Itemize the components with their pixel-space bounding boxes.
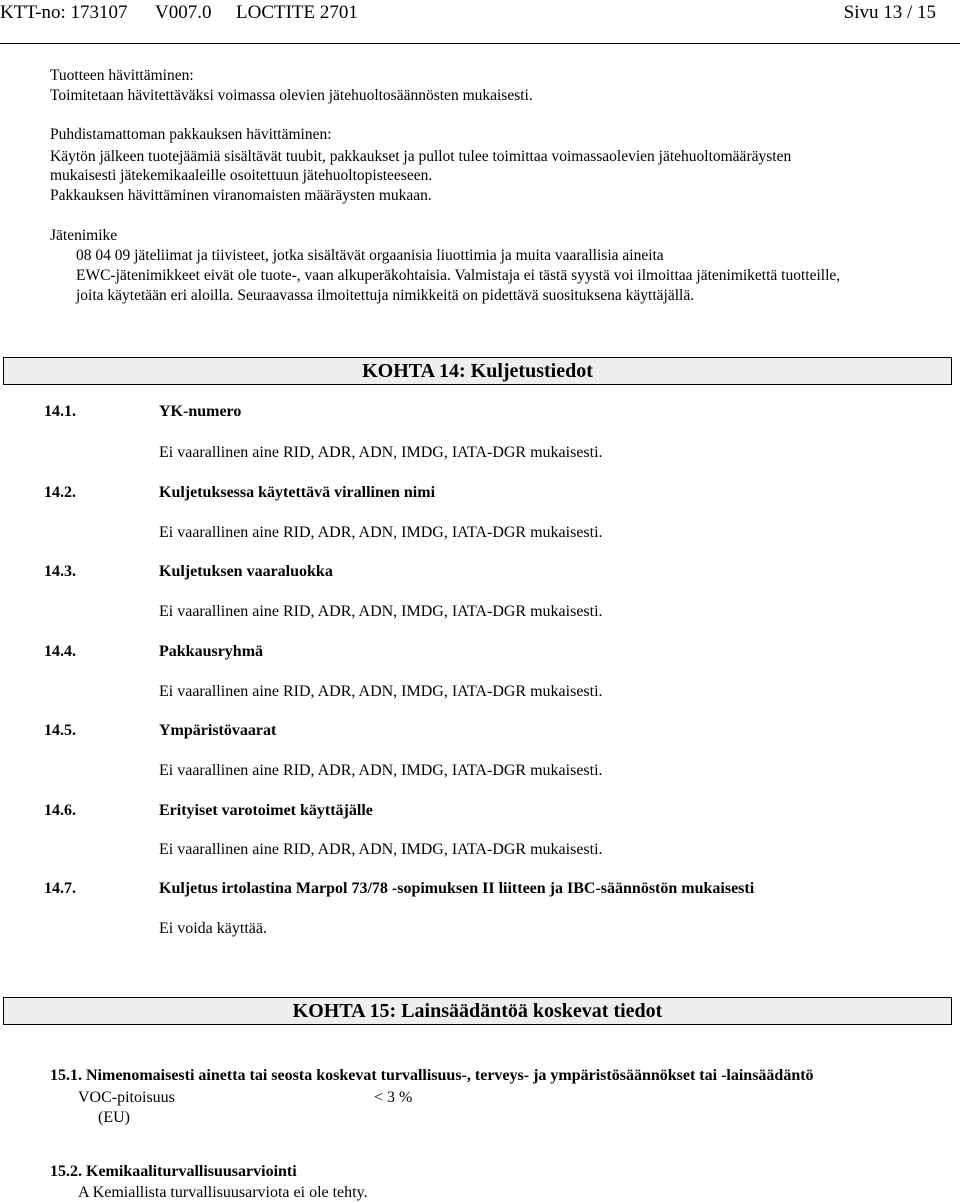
subsection-heading: 15.1. Nimenomaisesti ainetta tai seosta koskevat turvallisuus-, terveys- ja ympäristösäännökset tai -lainsäädäntö [50, 1067, 814, 1084]
header-product: LOCTITE 2701 [236, 2, 358, 23]
header-version: V007.0 [155, 2, 212, 23]
item-number: 14.1. [44, 403, 76, 420]
item-label: Erityiset varotoimet käyttäjälle [159, 802, 373, 819]
section-15-header [3, 997, 952, 1025]
item-label: Kuljetus irtolastina Marpol 73/78 -sopimuksen II liitteen ja IBC-säännöstön mukaisesti [159, 880, 755, 897]
item-number: 14.2. [44, 484, 76, 501]
chemical-safety-text: A Kemiallista turvallisuusarviota ei ole tehty. [78, 1184, 368, 1201]
item-text: Ei vaarallinen aine RID, ADR, ADN, IMDG, IATA-DGR mukaisesti. [159, 524, 603, 541]
section-14-header [3, 357, 952, 385]
subsection-heading: 15.2. Kemikaaliturvallisuusarviointi [50, 1163, 297, 1180]
header-doc-id: KTT-no: 173107 [0, 2, 128, 23]
packaging-disposal-line: Pakkauksen hävittäminen viranomaisten määräysten mukaan. [50, 187, 432, 204]
item-number: 14.7. [44, 880, 76, 897]
packaging-disposal-line: mukaisesti jätekemikaaleille osoitettuun jätehuoltopisteeseen. [50, 167, 433, 184]
item-number: 14.6. [44, 802, 76, 819]
item-label: Ympäristövaarat [159, 722, 277, 739]
item-text: Ei vaarallinen aine RID, ADR, ADN, IMDG, IATA-DGR mukaisesti. [159, 762, 603, 779]
item-number: 14.4. [44, 643, 76, 660]
section-15-title: KOHTA 15: Lainsäädäntöä koskevat tiedot [292, 999, 663, 1022]
item-label: YK-numero [159, 403, 242, 420]
packaging-disposal-heading: Puhdistamattoman pakkauksen hävittäminen: [50, 126, 332, 143]
header-page-number: Sivu 13 / 15 [843, 2, 936, 23]
item-text: Ei vaarallinen aine RID, ADR, ADN, IMDG, IATA-DGR mukaisesti. [159, 444, 603, 461]
voc-value: < 3 % [374, 1089, 413, 1106]
waste-code-line: 08 04 09 jäteliimat ja tiivisteet, jotka sisältävät orgaanisia liuottimia ja muita vaarallisia aineita [76, 247, 664, 264]
header-divider [0, 43, 960, 44]
item-text: Ei vaarallinen aine RID, ADR, ADN, IMDG, IATA-DGR mukaisesti. [159, 683, 603, 700]
item-text: Ei vaarallinen aine RID, ADR, ADN, IMDG, IATA-DGR mukaisesti. [159, 841, 603, 858]
item-label: Kuljetuksessa käytettävä virallinen nimi [159, 484, 436, 501]
waste-code-line: EWC-jätenimikkeet eivät ole tuote-, vaan alkuperäkohtaisia. Valmistaja ei tästä syystä voi ilmoittaa jätenimikettä tuotteille, [76, 267, 841, 284]
product-disposal-text: Toimitetaan hävitettäväksi voimassa olevien jätehuoltosäännösten mukaisesti. [50, 87, 533, 104]
product-disposal-heading: Tuotteen hävittäminen: [50, 67, 194, 84]
waste-code-line: joita käytetään eri aloilla. Seuraavassa ilmoitettuja nimikkeitä on pidettävä suosituksena käyttäjällä. [76, 287, 695, 304]
item-text: Ei vaarallinen aine RID, ADR, ADN, IMDG, IATA-DGR mukaisesti. [159, 603, 603, 620]
item-number: 14.5. [44, 722, 76, 739]
item-number: 14.3. [44, 563, 76, 580]
voc-label: VOC-pitoisuus [78, 1089, 175, 1106]
item-label: Pakkausryhmä [159, 643, 264, 660]
voc-label-eu: (EU) [98, 1109, 130, 1126]
item-label: Kuljetuksen vaaraluokka [159, 563, 333, 580]
section-14-title: KOHTA 14: Kuljetustiedot [362, 359, 593, 382]
packaging-disposal-line: Käytön jälkeen tuotejäämiä sisältävät tuubit, pakkaukset ja pullot tulee toimittaa voimassaolevien jätehuoltomääräysten [50, 148, 792, 165]
item-text: Ei voida käyttää. [159, 920, 267, 937]
waste-code-heading: Jätenimike [50, 227, 118, 244]
